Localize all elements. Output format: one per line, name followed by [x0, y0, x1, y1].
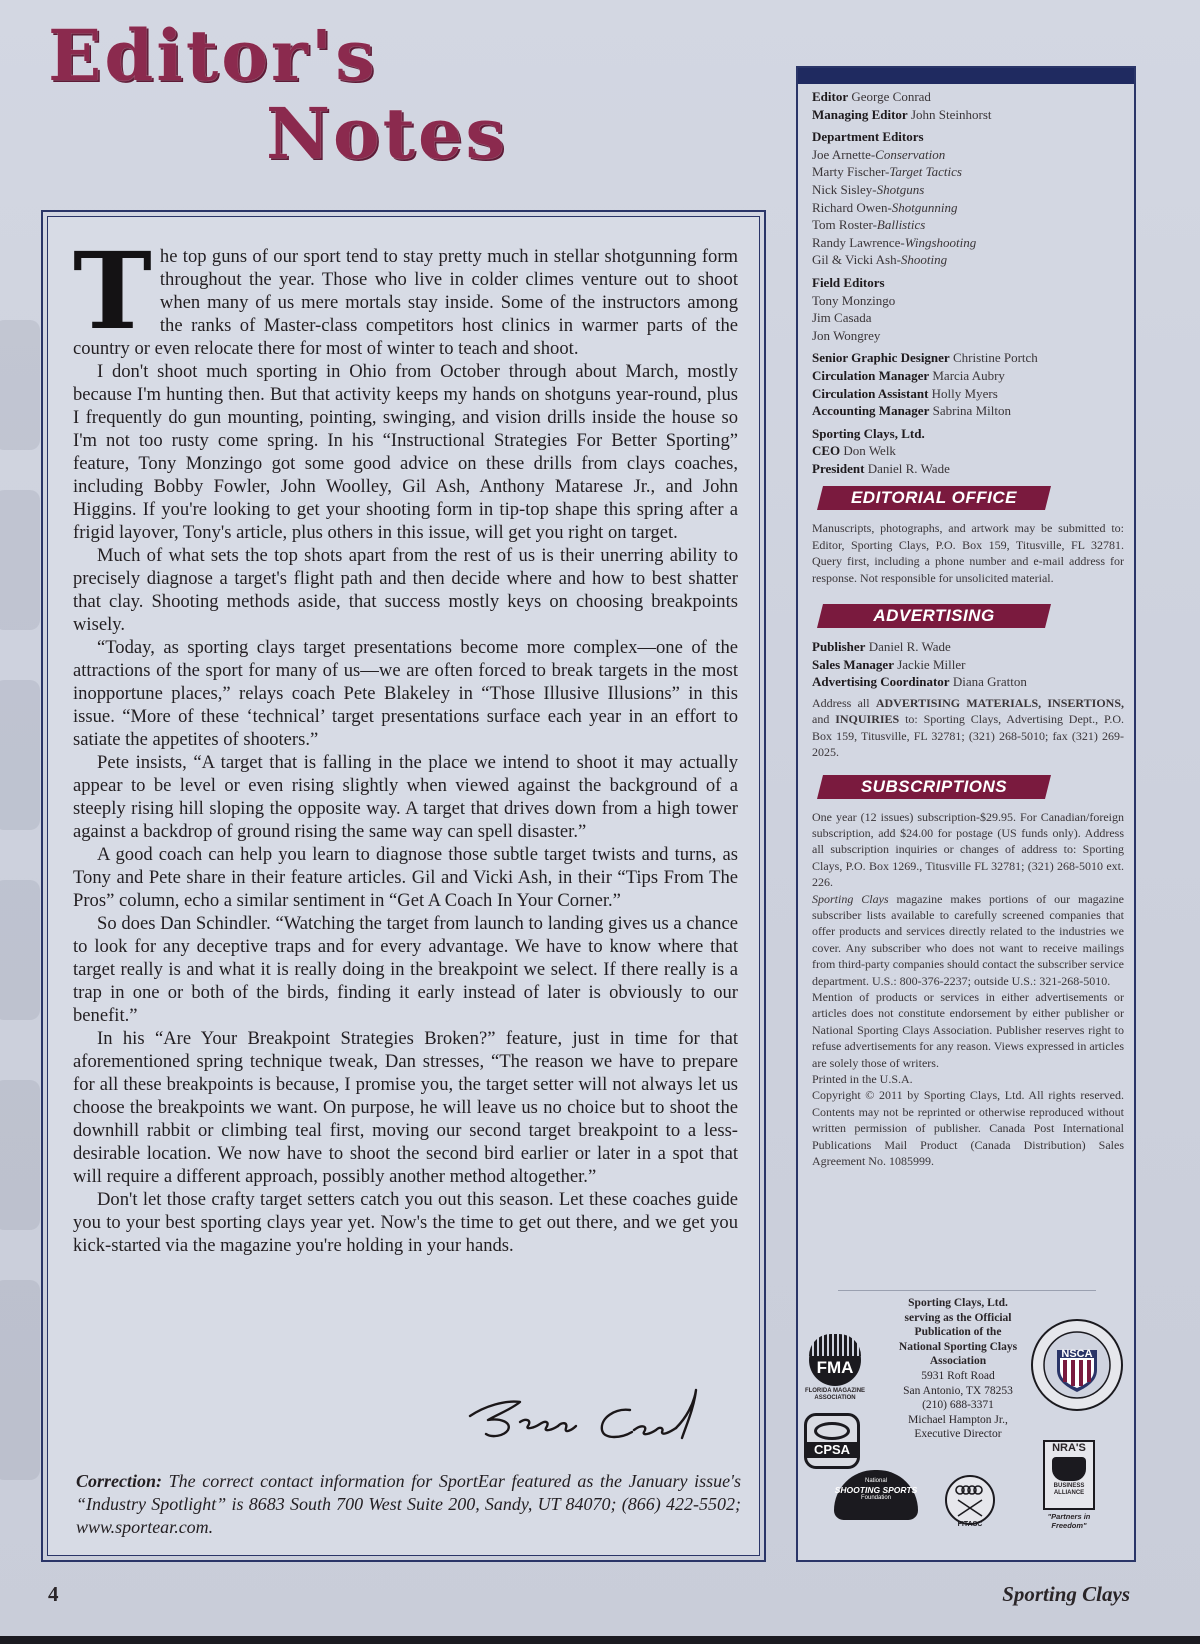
field-editors-list [812, 292, 1124, 345]
department-editors-list [812, 146, 1124, 269]
field-editors-heading: Field Editors [812, 274, 885, 290]
editorial-article-panel [47, 216, 760, 1556]
endorsement-disclaimer: Mention of products or services in either advertisements or articles does not constitute endorsement by either publisher or National Sporting Clays Association. Publisher reserves right to refuse advertisements for any reason. Views expressed in articles are solely those of writers. [812, 989, 1124, 1070]
subscriptions-banner: SUBSCRIPTIONS [817, 775, 1051, 799]
subscriptions-text: One year (12 issues) subscription-$29.95. For Canadian/foreign subscription, add $24.00 for postage (US funds only). Address all subscription inquiries or changes of address to: Sporting Clays, P.O. Box 1269., Titusville FL 32781; (321) 268-5010 ext. 226. [812, 809, 1124, 890]
divider [838, 1290, 1096, 1291]
advertising-text: Address all ADVERTISING MATERIALS, INSERTIONS, and INQUIRIES to: Sporting Clays, Advertising Dept., P.O. Box 159, Titusville, FL 32781; (321) 268-5010; fax (321) 269-2025. [812, 695, 1124, 760]
masthead-content [812, 88, 1124, 1169]
masthead-entry: Managing Editor John Steinhorst [812, 106, 992, 122]
department-editors-heading: Department Editors [812, 129, 924, 145]
advertising-staff-list [812, 638, 1124, 691]
department-editor: Randy Lawrence-Wingshooting [812, 234, 977, 250]
staff-entry: Accounting Manager Sabrina Milton [812, 403, 1011, 419]
field-editor: Tony Monzingo [812, 292, 896, 308]
editorial-article-body [73, 228, 738, 1257]
advertising-staff-entry: Advertising Coordinator Diana Gratton [812, 674, 1027, 690]
editor-signature [450, 1378, 720, 1458]
nra-business-alliance-logo: NRA'S BUSINESS ALLIANCE "Partners in Freedom" [1036, 1440, 1102, 1536]
cpsa-logo: CPSA [804, 1413, 860, 1469]
field-editor: Jim Casada [812, 310, 872, 326]
department-editor: Marty Fischer-Target Tactics [812, 164, 962, 180]
page-bottom-edge [0, 1636, 1200, 1644]
svg-text:NSCA: NSCA [1061, 1348, 1093, 1360]
page-number: 4 [48, 1582, 59, 1606]
masthead-entry: CEO Don Welk [812, 443, 896, 459]
nsca-logo [1030, 1318, 1124, 1412]
editorial-office-text: Manuscripts, photographs, and artwork may be submitted to: Editor, Sporting Clays, P.O. Box 159, Titusville, FL 32781. Query first, including a phone number and e-mail address for response. Not responsible for unsolicited material. [812, 521, 1124, 585]
department-editor: Gil & Vicki Ash-Shooting [812, 252, 948, 268]
field-editor: Jon Wongrey [812, 327, 881, 343]
article-paragraph: The top guns of our sport tend to stay pretty much in stellar shotgunning form throughout the year. Those who live in colder climes venture out to shoot when many of us mere mortals stay inside. Some of the instructors among the ranks of Master-class competitors host clinics in warmer parts of the country or even relocate there for most of winter to teach and shoot. [73, 228, 738, 359]
staff-list [812, 349, 1124, 419]
department-editor: Richard Owen-Shotgunning [812, 199, 958, 215]
department-editor: Nick Sisley-Shotguns [812, 181, 925, 197]
article-paragraph: Don't let those crafty target setters catch you out this season. Let these coaches guide you to your best sporting clays year yet. Now's the time to get out there, and we get you kick-started via the magazine you're holding in your hands. [73, 1189, 738, 1256]
correction-label: Correction: [76, 1471, 163, 1491]
masthead-entry: Editor George Conrad [812, 89, 931, 104]
staff-entry: Senior Graphic Designer Christine Portch [812, 350, 1038, 366]
staff-entry: Circulation Assistant Holly Myers [812, 385, 998, 401]
company-name: Sporting Clays, Ltd. [812, 425, 925, 441]
subscriber-list-notice: Sporting Clays magazine makes portions of our magazine subscriber lists available to carefully screened companies that offer products and services directly related to the industries we cover. Any subscriber who does not want to receive mailings from third-party companies should contact the subscriber service department. U.S.: 800-376-2237; outside U.S.: 321-268-5010. [812, 891, 1124, 988]
masthead-top-bar [798, 68, 1134, 84]
fitasc-logo [944, 1470, 996, 1530]
masthead-entry: President Daniel R. Wade [812, 460, 950, 476]
advertising-staff-entry: Publisher Daniel R. Wade [812, 639, 951, 655]
drop-cap: T [73, 228, 152, 353]
article-paragraph: “Today, as sporting clays target presentations become more complex—one of the attractions of the sport for many of us—we are often forced to break targets in the most inopportune places,” relays coach Pete Blakeley in “Those Illusive Illusions” in this issue. “More of these ‘technical’ target presentations surface each year in an effort to satiate the appetites of shooters.” [73, 637, 738, 750]
article-paragraph: Much of what sets the top shots apart from the rest of us is their unerring ability to precisely diagnose a target's flight path and then decide where and how to best shatter that clay. Shooting methods aside, that success mostly keys on choosing breakpoints wisely. [73, 545, 738, 635]
staff-entry: Circulation Manager Marcia Aubry [812, 367, 1005, 383]
article-paragraph: I don't shoot much sporting in Ohio from October through about March, mostly because I'm hunting then. But that activity keeps my hands on shotguns year-round, plus I frequently do gun mounting, pointing, swinging, and vision drills inside the house so I'm not too rusty come spring. In his “Instructional Strategies For Better Sporting” feature, Tony Monzingo got some good advice on these drills from clays coaches, including Bobby Fowler, John Woolley, Gil Ash, Anthony Matarese Jr., and John Higgins. If you're looking to get your shooting form in tip-top shape this spring after a frigid layover, Tony's article, plus others in this issue, will get you right on target. [73, 361, 738, 543]
editorial-office-banner: EDITORIAL OFFICE [817, 486, 1051, 510]
printed-in: Printed in the U.S.A. [812, 1072, 913, 1086]
fma-logo: FMA FLORIDA MAGAZINE ASSOCIATION [804, 1334, 866, 1406]
department-editor: Tom Roster-Ballistics [812, 217, 926, 233]
article-paragraph: A good coach can help you learn to diagnose those subtle target twists and turns, as Tony and Pete share in their feature articles. Gil and Vicki Ash, in their “Tips From The Pros” column, echo a similar sentiment in “Get A Coach In Your Corner.” [73, 844, 738, 911]
masthead-sidebar [796, 66, 1136, 1562]
article-paragraph: In his “Are Your Breakpoint Strategies Broken?” feature, just in time for that aforementioned spring technique tweak, Dan stresses, “The reason we have to prepare for all these breakpoints is because, I promise you, the target setter will not always let us choose the breakpoints we want. On purpose, he will leave us no choice but to shoot the downhill rabbit or climbing teal first, moving our second target breakpoint to a less-desirable location. We now have to shoot the second bird earlier or later in a spot that will require a different approach, possibly another method altogether.” [73, 1028, 738, 1187]
association-info: Sporting Clays, Ltd. serving as the Official Publication of the National Sporting Clays Association 5931 Roft Road San Antonio, TX 78253 (210) 688-3371 Michael Hampton Jr., Executive Director [898, 1297, 1018, 1441]
page-title-line-1: Editor's [48, 14, 378, 97]
article-paragraph: Pete insists, “A target that is falling in the place we intend to shoot it may actually appear to be level or even rising slightly when viewed against the background of a steeply rising hill sloping the opposite way. A target that drives down from a high tower against a backdrop of ground rising the same way can spell disaster.” [73, 752, 738, 842]
svg-text:FITASC: FITASC [957, 1521, 983, 1528]
advertising-staff-entry: Sales Manager Jackie Miller [812, 656, 966, 672]
article-paragraph: So does Dan Schindler. “Watching the target from launch to landing gives us a chance to look for any deceptive traps and for every advantage. We have to know where that target really is and what it is really doing in the breakpoint we select. If there really is a trap in one or both of the birds, finding it early instead of later is obviously to our benefit.” [73, 913, 738, 1026]
department-editor: Joe Arnette-Conservation [812, 146, 946, 162]
editorial-article-frame [41, 210, 766, 1562]
magazine-name: Sporting Clays [1002, 1582, 1130, 1606]
copyright-notice: Copyright © 2011 by Sporting Clays, Ltd. All rights reserved. Contents may not be reprinted or otherwise reproduced without written permission of publisher. Canada Post International Publications Mail Product (Canada Distribution) Sales Agreement No. 1085999. [812, 1088, 1124, 1169]
correction-note [76, 1470, 741, 1539]
decorative-watermark [0, 320, 44, 1490]
advertising-banner: ADVERTISING [817, 604, 1051, 628]
page-title-line-2: Notes [266, 92, 508, 175]
nssf-logo: National SHOOTING SPORTS Foundation [834, 1470, 920, 1526]
correction-text: The correct contact information for SportEar featured as the January issue's “Industry Spotlight” is 8683 South 700 West Suite 200, Sandy, UT 84070; (866) 422-5502; www.sportear.com. [76, 1471, 741, 1537]
